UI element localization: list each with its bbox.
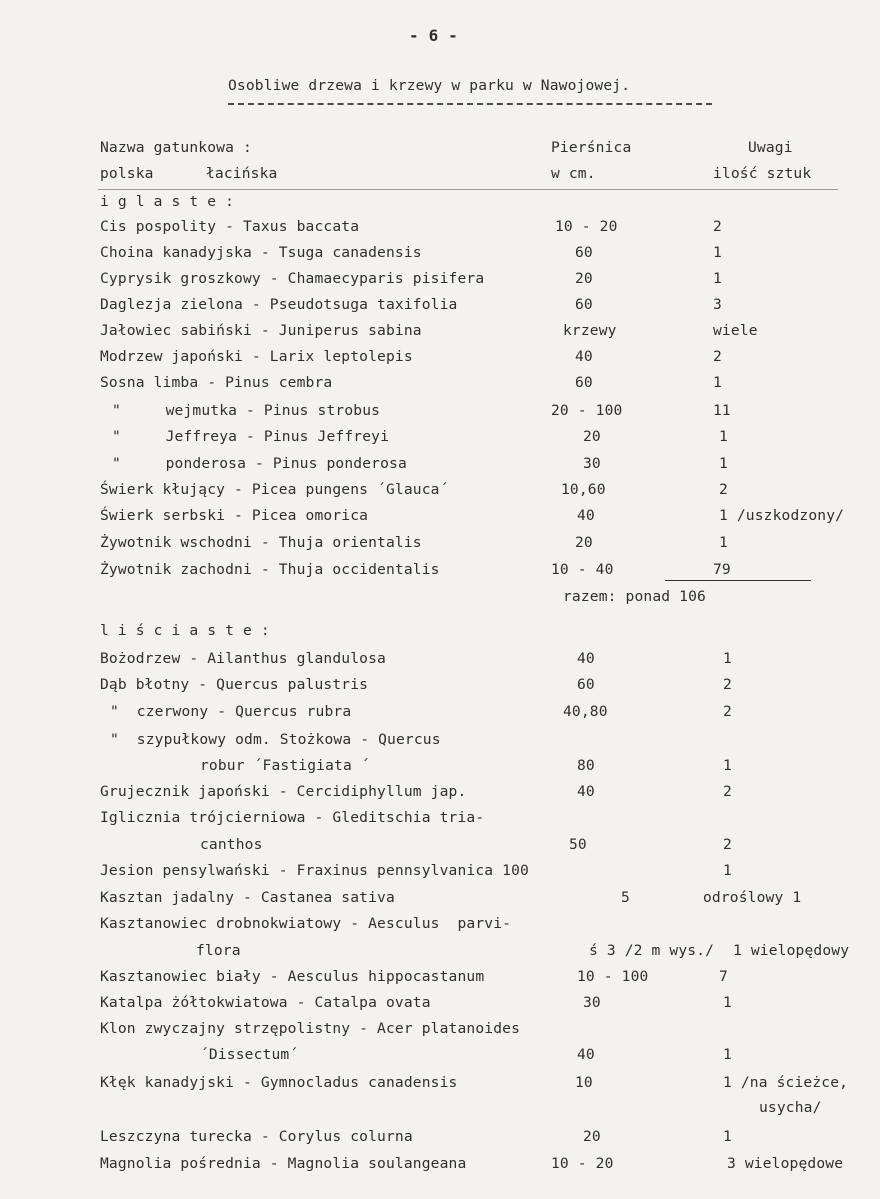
list-item: Kasztanowiec biały - Aesculus hippocastanum [100,968,485,985]
list-item: Kasztanowiec drobnokwiatowy - Aesculus parvi- [100,915,512,932]
list-item-girth: 60 [575,296,593,313]
list-item: Żywotnik wschodni - Thuja orientalis [100,534,422,551]
list-item-qty: 1 /uszkodzony/ [719,507,845,524]
page-title: Osobliwe drzewa i krzewy w parku w Nawojowej. [228,77,631,94]
list-item: Leszczyna turecka - Corylus colurna [100,1128,413,1145]
list-item: " ponderosa - Pinus ponderosa [112,455,407,472]
list-item-girth: krzewy [563,322,617,339]
list-item-girth: 40 [577,650,595,667]
list-item-qty: 1 [723,1046,732,1063]
list-item-qty: 11 [713,402,731,419]
list-item-girth: 10 - 20 [555,218,618,235]
list-item-qty: 2 [713,218,722,235]
list-item: " czerwony - Quercus rubra [110,703,352,720]
list-item-girth: 30 [583,455,601,472]
list-item-girth: 60 [577,676,595,693]
list-item-qty: 1 /na ścieżce, [723,1074,849,1091]
list-item-qty: 1 [719,428,728,445]
list-item: Iglicznia trójcierniowa - Gleditschia tria- [100,809,485,826]
list-item: Sosna limba - Pinus cembra [100,374,333,391]
list-item-qty: 2 [723,676,732,693]
list-item: ´Dissectum´ [200,1046,299,1063]
list-item: Świerk serbski - Picea omorica [100,507,369,524]
list-item-qty: 79 [713,561,731,578]
header-name-col: Nazwa gatunkowa : [100,139,252,156]
list-item: canthos [200,836,263,853]
list-item-qty: 1 [723,994,732,1011]
conifers-total: razem: ponad 106 [563,588,706,605]
list-item: Cis pospolity - Taxus baccata [100,218,360,235]
list-item-girth: 30 [583,994,601,1011]
list-item-qty: 1 [713,270,722,287]
list-item-qty: 7 [719,968,728,985]
list-item-qty: 2 [723,703,732,720]
list-item-qty: 1 [713,244,722,261]
section-deciduous: l i ś c i a s t e : [100,622,270,639]
list-item-qty: 1 [723,757,732,774]
list-item: Choina kanadyjska - Tsuga canadensis [100,244,422,261]
list-item-girth: 10,60 [561,481,606,498]
list-item: Jesion pensylwański - Fraxinus pennsylvanica 100 [100,862,529,879]
list-item-qty: wiele [713,322,758,339]
list-item-girth: 60 [575,374,593,391]
list-item-qty: 1 [723,1128,732,1145]
list-item-girth: 10 - 40 [551,561,614,578]
list-item-qty: 2 [719,481,728,498]
list-item: Cyprysik groszkowy - Chamaecyparis pisifera [100,270,485,287]
header-notes-2: ilość sztuk [713,165,812,182]
list-item: " wejmutka - Pinus strobus [112,402,381,419]
list-item-girth: 40 [577,1046,595,1063]
list-item-girth: 20 - 100 [551,402,623,419]
list-item: Kasztan jadalny - Castanea sativa [100,889,395,906]
list-item-girth: ś 3 /2 m wys./ [589,942,715,959]
list-item-qty: 2 [723,836,732,853]
list-item: flora [196,942,241,959]
list-item: Dąb błotny - Quercus palustris [100,676,369,693]
list-item: " szypułkowy odm. Stożkowa - Quercus [110,731,441,748]
header-polish: polska [100,165,154,182]
page-number: - 6 - [409,26,458,45]
header-notes-1: Uwagi [748,139,793,156]
list-item: Kłęk kanadyjski - Gymnocladus canadensis [100,1074,458,1091]
header-girth-2: w cm. [551,165,596,182]
list-item: Bożodrzew - Ailanthus glandulosa [100,650,386,667]
list-item-qty: 1 [723,650,732,667]
header-rule [98,189,838,190]
list-item-girth: 40,80 [563,703,608,720]
list-item: " Jeffreya - Pinus Jeffreyi [112,428,390,445]
list-item: Daglezja zielona - Pseudotsuga taxifolia [100,296,458,313]
list-item-girth: 50 [569,836,587,853]
list-item-qty: 1 [719,455,728,472]
list-item-girth: 40 [577,783,595,800]
list-item-qty: 2 [723,783,732,800]
header-girth-1: Pierśnica [551,139,632,156]
list-item: Grujecznik japoński - Cercidiphyllum jap. [100,783,467,800]
list-item-girth: 40 [577,507,595,524]
list-item-qty: odroślowy 1 [703,889,802,906]
list-item-girth: 20 [575,270,593,287]
sum-underline [665,580,811,581]
list-item-girth: 10 [575,1074,593,1091]
list-item: Modrzew japoński - Larix leptolepis [100,348,413,365]
list-item-girth: 10 - 100 [577,968,649,985]
list-item: Żywotnik zachodni - Thuja occidentalis [100,561,440,578]
list-item-qty: usycha/ [759,1099,822,1116]
list-item-qty: 1 [713,374,722,391]
list-item: Magnolia pośrednia - Magnolia soulangeana [100,1155,467,1172]
list-item-girth: 80 [577,757,595,774]
title-underline [228,103,712,105]
list-item-qty: 3 wielopędowe [727,1155,844,1172]
list-item-qty: 1 wielopędowy [733,942,850,959]
list-item: robur ´Fastigiata ´ [200,757,370,774]
header-latin: łacińska [206,165,278,182]
section-conifers: i g l a s t e : [100,193,235,210]
list-item-girth: 20 [575,534,593,551]
list-item-girth: 40 [575,348,593,365]
list-item-qty: 3 [713,296,722,313]
list-item: Klon zwyczajny strzępolistny - Acer platanoides [100,1020,521,1037]
list-item: Katalpa żółtokwiatowa - Catalpa ovata [100,994,431,1011]
list-item-girth: 60 [575,244,593,261]
list-item: Jałowiec sabiński - Juniperus sabina [100,322,422,339]
list-item: Świerk kłujący - Picea pungens ´Glauca´ [100,481,449,498]
list-item-girth: 20 [583,428,601,445]
list-item-qty: 1 [723,862,732,879]
list-item-qty: 2 [713,348,722,365]
list-item-qty: 1 [719,534,728,551]
list-item-girth: 10 - 20 [551,1155,614,1172]
list-item-girth: 5 [621,889,630,906]
list-item-girth: 20 [583,1128,601,1145]
